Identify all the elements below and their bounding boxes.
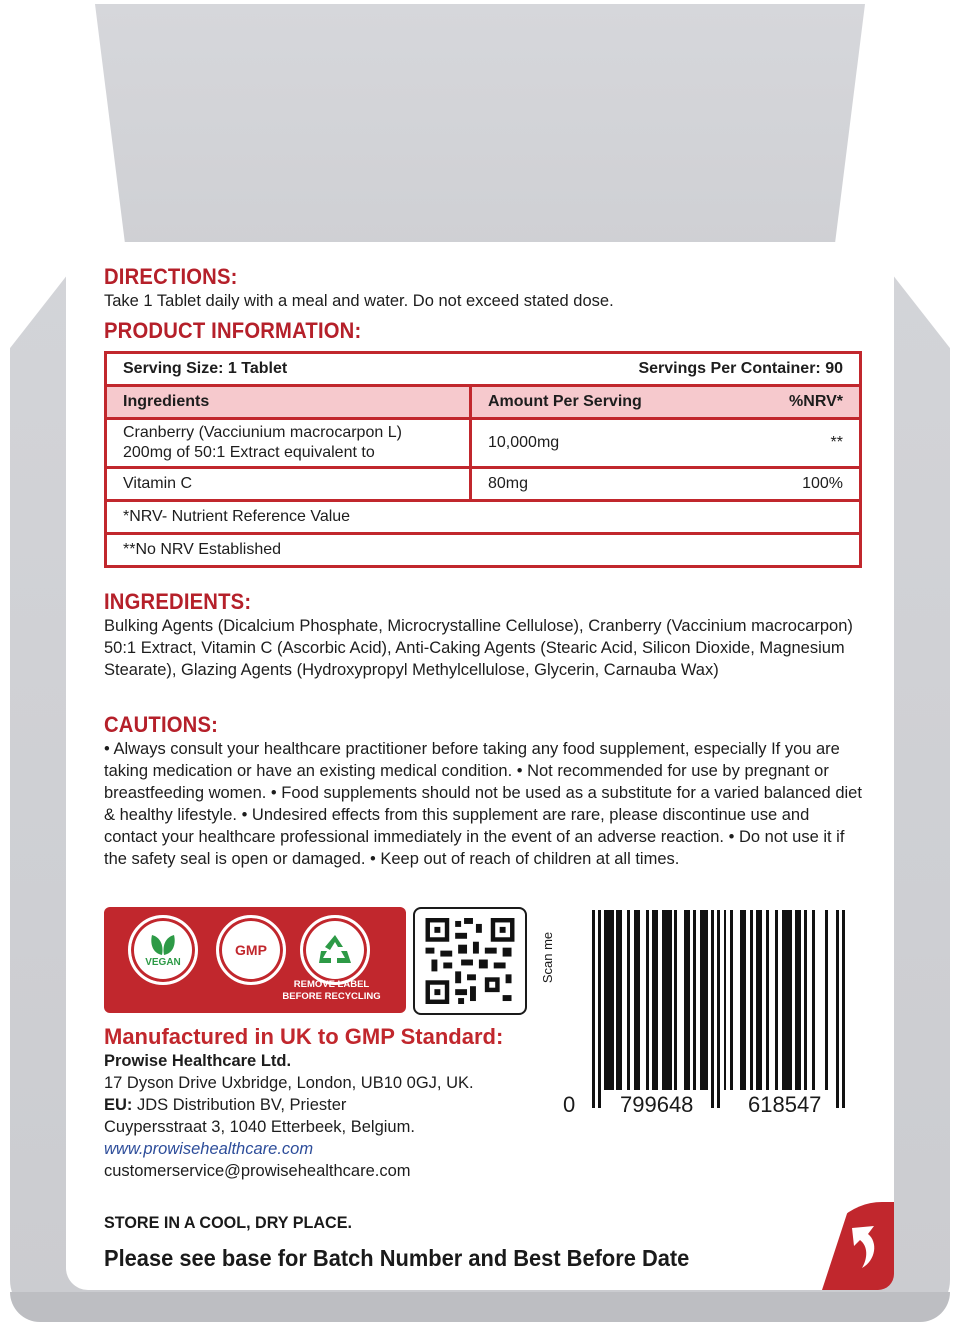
- column-header-amount: Amount Per Serving: [488, 393, 642, 410]
- ingredient-name: Vitamin C: [106, 468, 471, 501]
- ingredients-heading: INGREDIENTS:: [104, 589, 252, 614]
- ingredient-nrv: 100%: [802, 475, 843, 492]
- gmp-badge: [216, 915, 286, 985]
- leaf-icon: [148, 933, 178, 957]
- recycle-caption: REMOVE LABEL BEFORE RECYCLING: [282, 979, 381, 1002]
- directions-text: Take 1 Tablet daily with a meal and water. Do not exceed stated dose.: [104, 292, 614, 310]
- manufacturer-section: [104, 1024, 564, 1182]
- company-name: Prowise Healthcare Ltd.: [104, 1052, 292, 1070]
- directions-heading: DIRECTIONS:: [104, 264, 238, 289]
- ingredient-amount: 80mg: [488, 475, 529, 492]
- footnote-no-nrv: **No NRV Established: [106, 534, 861, 567]
- recycle-badge: [300, 915, 370, 985]
- qr-code-icon: [425, 918, 515, 1004]
- container-cap: [95, 4, 865, 250]
- servings-per-container: Servings Per Container: 90: [638, 360, 843, 377]
- manufacturer-heading: Manufactured in UK to GMP Standard:: [104, 1024, 504, 1049]
- vegan-badge: [128, 915, 198, 985]
- company-address: 17 Dyson Drive Uxbridge, London, UB10 0GJ, UK.: [104, 1074, 474, 1092]
- barcode-lead-digit: 0: [563, 1092, 576, 1117]
- ingredient-detail: 200mg of 50:1 Extract equivalent to: [123, 444, 375, 461]
- eu-address: Cuypersstraat 3, 1040 Etterbeek, Belgium.: [104, 1118, 415, 1136]
- footnote-row: [106, 501, 861, 534]
- serving-size: Serving Size: 1 Tablet: [123, 360, 288, 377]
- scan-me-caption: Scan me: [540, 931, 556, 984]
- serving-row: [106, 353, 861, 386]
- batch-note: Please see base for Batch Number and Best Before Date: [104, 1245, 690, 1271]
- cautions-heading: CAUTIONS:: [104, 712, 219, 737]
- column-header-ingredients: Ingredients: [106, 386, 471, 419]
- directions-section: [104, 264, 864, 344]
- barcode-right-digits: 618547: [748, 1092, 822, 1117]
- footnote-row: [106, 534, 861, 567]
- website-link[interactable]: www.prowisehealthcare.com: [104, 1140, 314, 1158]
- table-row: [106, 468, 861, 501]
- email-address[interactable]: customerservice@prowisehealthcare.com: [104, 1162, 411, 1180]
- table-header-row: [106, 386, 861, 419]
- container-base: [10, 1292, 950, 1322]
- nutrition-table: [104, 351, 862, 568]
- gmp-label: GMP: [235, 942, 267, 958]
- ingredients-text: Bulking Agents (Dicalcium Phosphate, Microcrystalline Cellulose), Cranberry (Vaccinium macrocarpon) 50:1 Extract, Vitamin C (Ascorbic Acid), Anti-Caking Agents (Stearic Acid, Silicon Dioxide, Magnesium Stearate), Glazing Agents (Hydroxypropyl Methylcellulose, Glycerin, Carnauba Wax): [104, 617, 853, 679]
- table-row: [106, 419, 861, 468]
- footnote-nrv: *NRV- Nutrient Reference Value: [106, 501, 861, 534]
- cautions-text: • Always consult your healthcare practitioner before taking any food supplement, especially If you are taking medication or have an existing medical condition. • Not recommended for use by pregnant or breastfeeding women. • Food supplements should not be used as a substitute for a varied balanced diet & healthy lifestyle. • Undesired effects from this supplement are rare, please discontinue use and contact your healthcare professional immediately in the event of an adverse reaction. • Do not use it if the safety seal is open or damaged. • Keep out of reach of children at all times.: [104, 740, 862, 868]
- storage-instructions: STORE IN A COOL, DRY PLACE.: [104, 1213, 352, 1232]
- ingredient-name: Cranberry (Vacciunium macrocarpon L): [123, 424, 402, 441]
- vegan-label: VEGAN: [145, 956, 181, 968]
- barcode-left-digits: 799648: [620, 1092, 694, 1117]
- eu-distributor: EU: JDS Distribution BV, Priester: [104, 1096, 347, 1114]
- peel-arrow-icon: [846, 1222, 886, 1272]
- certification-badges: [104, 907, 406, 1013]
- recycle-icon: [317, 933, 353, 967]
- barcode: [590, 910, 852, 1110]
- ingredient-amount: 10,000mg: [488, 434, 560, 451]
- column-header-nrv: %NRV*: [789, 393, 843, 410]
- qr-code[interactable]: [413, 907, 527, 1015]
- cautions-section: [104, 712, 864, 870]
- ingredient-nrv: **: [830, 434, 843, 451]
- ingredients-section: [104, 589, 864, 681]
- product-information-heading: PRODUCT INFORMATION:: [104, 318, 362, 343]
